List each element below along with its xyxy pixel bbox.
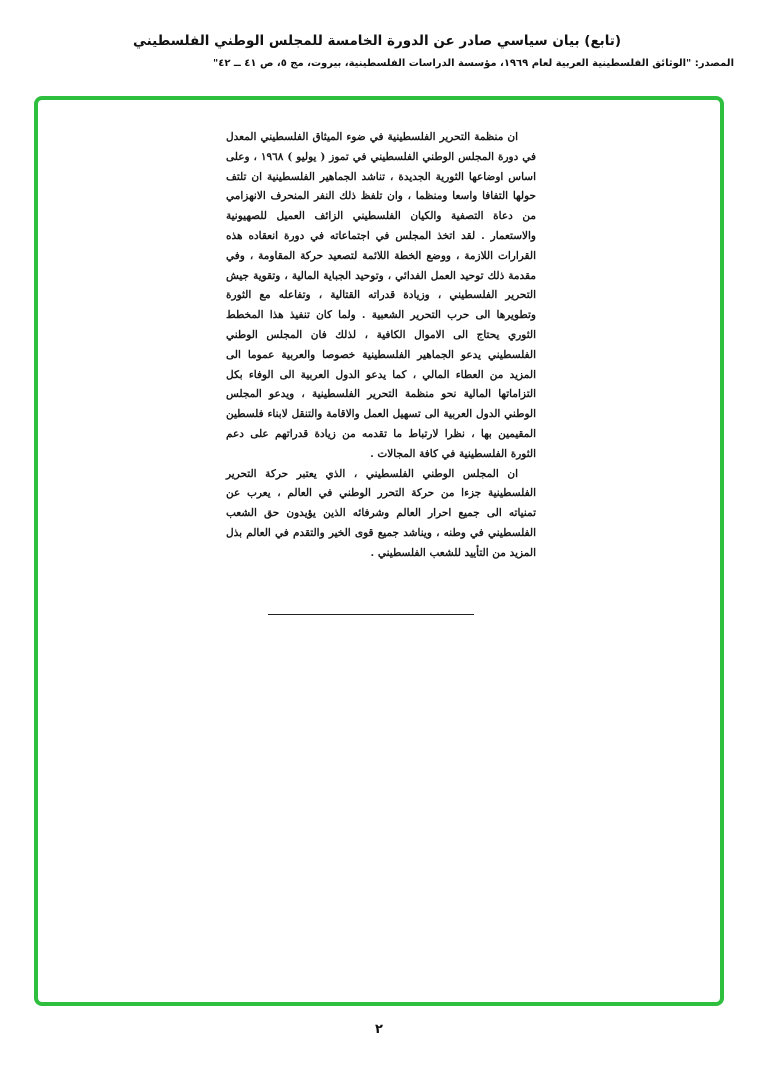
scanned-text-block bbox=[226, 128, 536, 564]
source-citation: المصدر: "الوثائق الفلسطينية العربية لعام ١٩٦٩، مؤسسة الدراسات الفلسطينية، بيروت، مج ٥، ص ٤١ ــ ٤٢" bbox=[213, 58, 734, 69]
document-frame bbox=[34, 96, 724, 1006]
page-number: ٢ bbox=[375, 1022, 383, 1037]
paragraph-2: ان المجلس الوطني الفلسطيني ، الذي يعتبر حركة التحرير الفلسطينية جزءا من حركة التحرر الوطني في العالم ، يعرب عن تمنياته الى جميع احرار العالم وشرفائه الذين يؤيدون حق الشعب الفلسطيني في وطنه ، ويناشد جميع قوى الخير والتقدم في العالم بذل المزيد من التأييد للشعب الفلسطيني . bbox=[226, 467, 536, 559]
end-divider bbox=[268, 614, 474, 615]
paragraph-1: ان منظمة التحرير الفلسطينية في ضوء الميثاق الفلسطيني المعدل في دورة المجلس الوطني الفلسطيني في تموز ( يوليو ) ١٩٦٨ ، وعلى اساس اوضاعها الثورية الجديدة ، تناشد الجماهير الفلسطينية ان تلتف حولها التفافا واسعا ومنظما ، وان تلفظ ذلك النفر المنحرف الانهزامي من دعاة التصفية والكيان الفلسطيني الزائف العميل للصهيونية والاستعمار . لقد اتخذ المجلس في اجتماعاته في دورة انعقاده هذه القرارات اللازمة ، ووضع الخطة اللائمة لتصعيد حركة المقاومة ، وفي مقدمة ذلك توحيد العمل الفدائي ، وتوحيد الجباية المالية ، وتقوية جيش التحرير الفلسطيني ، وزيادة قدراته القتالية ، وتفاعله مع الثورة وتطويرها الى حرب التحرير الشعبية . ولما كان تنفيذ هذا المخطط الثوري يحتاج الى الاموال الكافية ، لذلك فان المجلس الوطني الفلسطيني يدعو الجماهير الفلسطينية خصوصا والعربية عموما الى المزيد من العطاء المالي ، كما يدعو الدول العربية الى الوفاء بكل التزاماتها المالية نحو منظمة التحرير الفلسطينية ، ويدعو المجلس الوطني الدول العربية الى تسهيل العمل والاقامة والتنقل لابناء فلسطين المقيمين بها ، نظرا لارتباط ما تقدمه من زيادة قدراتهم على دعم الثورة الفلسطينية في كافة المجالات . bbox=[226, 131, 536, 460]
page-header bbox=[20, 30, 734, 72]
document-title: (تابع) بيان سياسي صادر عن الدورة الخامسة للمجلس الوطني الفلسطيني bbox=[132, 33, 622, 49]
